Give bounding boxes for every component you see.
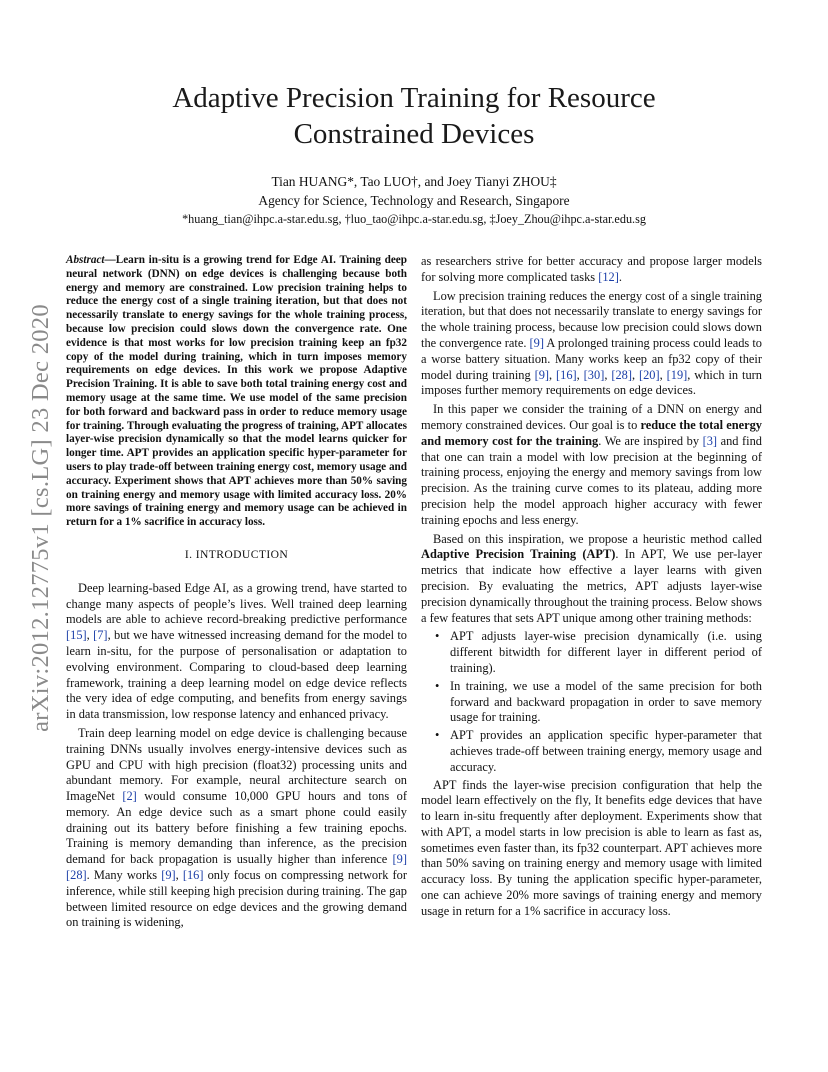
arxiv-identifier: arXiv:2012.12775v1 [cs.LG] 23 Dec 2020: [27, 304, 54, 732]
citation-link[interactable]: [9]: [529, 335, 544, 350]
title-line-2: Constrained Devices: [293, 118, 535, 150]
section-heading-introduction: I. INTRODUCTION: [184, 547, 289, 561]
citation-link[interactable]: [9]: [161, 868, 176, 883]
intro-paragraph-1: Deep learning-based Edge AI, as a growing trend, have started to change many aspects of people’s lives. Well trained deep learning models are able to achieve record-breaking predictive performance [15], [7], but we have witnessed increasing demand for the model to learn in-situ, for the purpose of personalisation or adaptation to evolving environment. Comparing to cloud-based deep learning framework, training a deep learning model on edge device reflects the very idea of edge computing, and benefits from energy savings in data transmission, low response latency and enhanced privacy.: [66, 580, 407, 722]
citation-link[interactable]: [7]: [93, 628, 108, 643]
author-block: [0, 172, 828, 229]
intro-paragraph-continued: as researchers strive for better accuracy and propose larger models for solving more complicated tasks [12].: [421, 254, 762, 284]
list-item: • APT adjusts layer-wise precision dynamically (i.e. using different bitwidth for different layer in different period of training).: [450, 629, 762, 676]
arxiv-watermark: [21, 283, 61, 753]
emphasis-method-name: Adaptive Precision Training (APT): [421, 547, 616, 562]
list-item: • In training, we use a model of the same precision for both forward and backward propagation in order to save memory usage for training.: [450, 679, 762, 726]
intro-paragraph-6: APT finds the layer-wise precision configuration that help the model learn effectively on the fly, It benefits edge devices that have to learn in-situ frequently after deployment. Experiments show that with APT, a model starts in low precision is able to learn as fast as, sometimes even faster than, its fp32 counterpart. APT achieves more than 50% saving on training energy and memory usage with limited accuracy loss. By tuning the application specific hyper-parameter, one can achieve 20% more savings of training energy and memory usage in return for a 1% sacrifice in accuracy loss.: [421, 777, 762, 918]
citation-link[interactable]: [9]: [534, 367, 550, 382]
author-affiliation: Agency for Science, Technology and Research, Singapore: [258, 193, 570, 208]
citation-link[interactable]: [15]: [66, 628, 87, 643]
citation-link[interactable]: [20]: [638, 367, 660, 382]
left-column: [66, 254, 407, 934]
intro-paragraph-5: Based on this inspiration, we propose a heuristic method called Adaptive Precision Training (APT). In APT, We use per-layer metrics that indicate how effective a layer learns with given precision. By evaluating the metrics, APT adjusts layer-wise precision dynamically throughout the training process. Below shows a few features that sets APT unique among other training methods:: [421, 531, 762, 625]
citation-link[interactable]: [2]: [122, 789, 137, 804]
intro-paragraph-3: Low precision training reduces the energy cost of a single training iteration, but that does not necessarily translate to energy savings for the whole training process, because low precision could slows down the convergence rate. [9] A prolonged training process could leads to a worse battery situation. Many works keep an fp32 copy of their model during training [9], [16], [30], [28], [20], [19], which in turn imposes further memory requirements on edge devices.: [421, 288, 762, 398]
intro-paragraph-2: Train deep learning model on edge device is challenging because training DNNs usually involves energy-intensive devices such as GPU and CPU with high precision (float32) processing units and abundant memory. For example, neural architecture search on ImageNet [2] would consume 10,000 GPU hours and tons of memory. An edge device such as a smart phone could easily draining out its battery before finishing a few training epochs. Training is memory demanding than inference, as the precision demand for back propagation is usually higher than inference [9] [28]. Many works [9], [16] only focus on compressing network for inference, while still keeping high precision during training. The gap between limited resource on edge devices and the growing demand on training is widening,: [66, 725, 407, 930]
abstract: [66, 254, 407, 530]
author-names: Tian HUANG*, Tao LUO†, and Joey Tianyi ZHOU‡: [271, 174, 557, 189]
citation-link[interactable]: [9]: [392, 852, 407, 867]
citation-link[interactable]: [19]: [666, 367, 688, 382]
citation-link[interactable]: [30]: [583, 367, 605, 382]
abstract-label: Abstract: [66, 254, 105, 266]
paper-title: [0, 80, 828, 152]
emphasis-goal: reduce the total energy and memory cost for the training: [421, 417, 762, 448]
intro-paragraph-4: In this paper we consider the training of a DNN on energy and memory constrained devices. Our goal is to reduce the total energy and memory cost for the training. We are inspired by [3] and find that one can train a model with low precision at the beginning of training process, enjoying the energy and memory savings from low precision. As the training curve comes to its plateau, adding more precision help the model approach higher accuracy with fewer training epochs and less energy.: [421, 402, 763, 527]
citation-link[interactable]: [3]: [702, 433, 718, 448]
list-item: • APT provides an application specific hyper-parameter that achieves trade-off between training energy, memory usage and accuracy.: [450, 728, 762, 775]
citation-link[interactable]: [28]: [611, 367, 632, 382]
title-line-1: Adaptive Precision Training for Resource: [172, 82, 656, 114]
author-emails: *huang_tian@ihpc.a-star.edu.sg, †luo_tao@ihpc.a-star.edu.sg, ‡Joey_Zhou@ihpc.a-star.edu.sg: [182, 212, 646, 226]
citation-link[interactable]: [28]: [66, 868, 87, 883]
citation-link[interactable]: [16]: [556, 367, 577, 382]
citation-link[interactable]: [16]: [182, 868, 204, 883]
citation-link[interactable]: [12]: [598, 269, 619, 284]
abstract-text: —Learn in-situ is a growing trend for Edge AI. Training deep neural network (DNN) on edge devices is challenging because both energy and memory are constrained. Low precision training helps to reduce the energy cost of a single training iteration, but that does not necessarily translate to energy savings for the whole training process, because low precision could slows down the convergence rate. One evidence is that most works for low precision training keep an fp32 copy of the model during training, which in turn imposes memory requirements on edge devices. In this work we propose Adaptive Precision Training. It is able to save both total training energy cost and memory usage at the same time. We use model of the same precision for both forward and backward pass in order to reduce memory usage for training. Through evaluating the progress of training, APT allocates layer-wise precision dynamically so that the model learns quicker for longer time. APT provides an application specific hyper-parameter for users to play trade-off between training energy cost, memory usage and accuracy. Experiment shows that APT achieves more than 50% saving on training energy and memory usage with limited accuracy loss. 20% more savings of training energy and memory usage can be achieved in return for a 1% sacrifice in accuracy loss.: [66, 254, 407, 529]
feature-list: [421, 629, 762, 775]
right-column: [421, 254, 762, 923]
